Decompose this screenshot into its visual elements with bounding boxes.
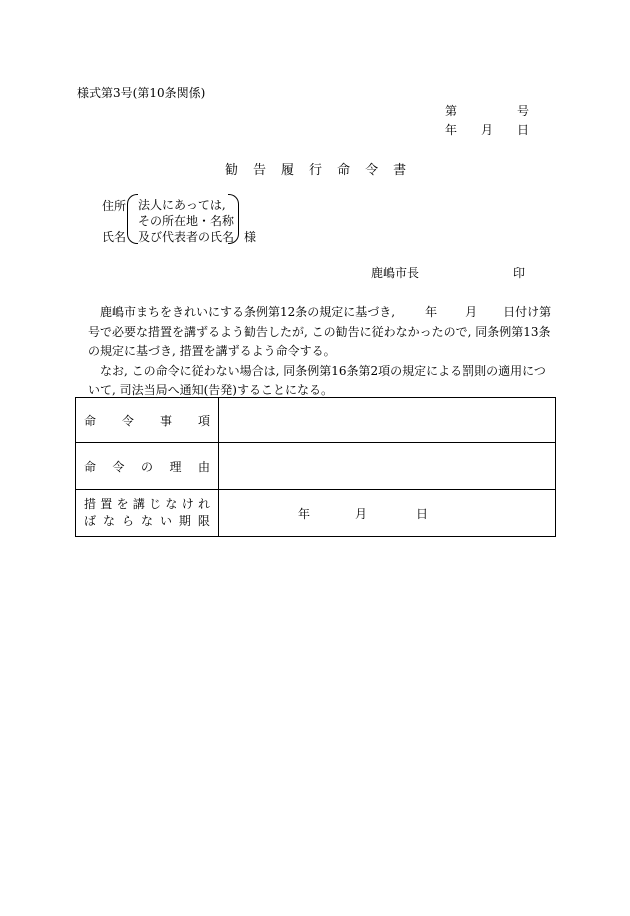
recipient-note — [138, 197, 234, 245]
table-row — [76, 398, 556, 443]
label-char: 理 — [169, 459, 182, 474]
document-number-suffix: 号 — [517, 104, 530, 118]
address-label: 住所 — [102, 199, 127, 213]
label-char: 命 — [84, 459, 97, 474]
title-char: 書 — [393, 163, 422, 178]
issue-date-month: 月 — [481, 123, 494, 137]
issuer-name: 鹿嶋市長 — [371, 266, 420, 280]
label-char: け — [181, 497, 194, 511]
body-blank-month: 月 — [465, 305, 478, 319]
label-char: れ — [197, 497, 210, 511]
deadline-date-field[interactable] — [219, 490, 556, 537]
title-char: 行 — [309, 163, 338, 178]
title-char: 命 — [337, 163, 366, 178]
seal-mark: 印 — [513, 266, 526, 280]
table-row — [76, 490, 556, 537]
left-parenthesis — [127, 194, 138, 244]
form-number: 様式第3号(第10条関係) — [77, 86, 206, 100]
label-char: ら — [121, 514, 134, 528]
table-row — [76, 443, 556, 490]
label-char: 項 — [197, 413, 210, 428]
label-char: 措 — [84, 497, 97, 511]
body-paragraph-1 — [88, 303, 554, 362]
label-char: 置 — [100, 497, 113, 511]
label-char: を — [116, 497, 129, 511]
recipient-note-line: 及び代表者の氏名 — [138, 230, 235, 244]
body-text-segment: 日付け第 — [503, 305, 552, 319]
label-char: の — [140, 459, 153, 474]
order-matter-label — [76, 398, 219, 443]
deadline-year: 年 — [298, 507, 311, 521]
label-char: な — [102, 514, 115, 528]
label-char: 由 — [197, 459, 210, 474]
issue-date-year: 年 — [445, 123, 458, 137]
label-char: 限 — [197, 514, 210, 528]
label-char: 期 — [178, 514, 191, 528]
order-table — [75, 397, 556, 537]
body-blank-year: 年 — [425, 305, 438, 319]
document-number-prefix: 第 — [445, 104, 458, 118]
body-text — [88, 303, 554, 401]
label-char: 命 — [84, 413, 97, 428]
label-char: い — [159, 514, 172, 528]
recipient-note-line: その所在地・名称 — [138, 214, 235, 228]
label-char: 講 — [132, 497, 145, 511]
issue-date-day: 日 — [517, 123, 530, 137]
recipient-note-line: 法人にあっては, — [138, 198, 226, 212]
order-reason-label — [76, 443, 219, 490]
deadline-day: 日 — [416, 507, 429, 521]
title-char: 勧 — [225, 163, 254, 178]
order-reason-field[interactable] — [219, 443, 556, 490]
label-char: な — [140, 514, 153, 528]
label-char: な — [165, 497, 178, 511]
body-paragraph-2: なお, この命令に従わない場合は, 同条例第16条第2項の規定による罰則の適用について, 司法当局へ通知(告発)することになる。 — [88, 363, 546, 397]
deadline-label — [76, 490, 219, 537]
title-char: 告 — [253, 163, 282, 178]
body-text-segment: 鹿嶋市まちをきれいにする条例第12条の規定に基づき, — [100, 305, 396, 319]
order-matter-field[interactable] — [219, 398, 556, 443]
label-char: 事 — [159, 413, 172, 428]
title-char: 令 — [365, 163, 394, 178]
document-title — [225, 159, 421, 178]
title-char: 履 — [281, 163, 310, 178]
name-label: 氏名 — [102, 230, 127, 244]
label-char: 令 — [121, 413, 134, 428]
body-text-segment: 号で必要な措置を講ずるよう勧告したが, この勧告に従わなかったので, 同条例第13条の規定に基づき, 措置を講ずるよう命令する。 — [88, 324, 551, 358]
label-char: ば — [84, 514, 97, 528]
deadline-month: 月 — [355, 507, 368, 521]
right-parenthesis — [228, 194, 239, 244]
honorific: 様 — [244, 230, 257, 244]
label-char: 令 — [112, 459, 125, 474]
label-char: じ — [149, 497, 162, 511]
